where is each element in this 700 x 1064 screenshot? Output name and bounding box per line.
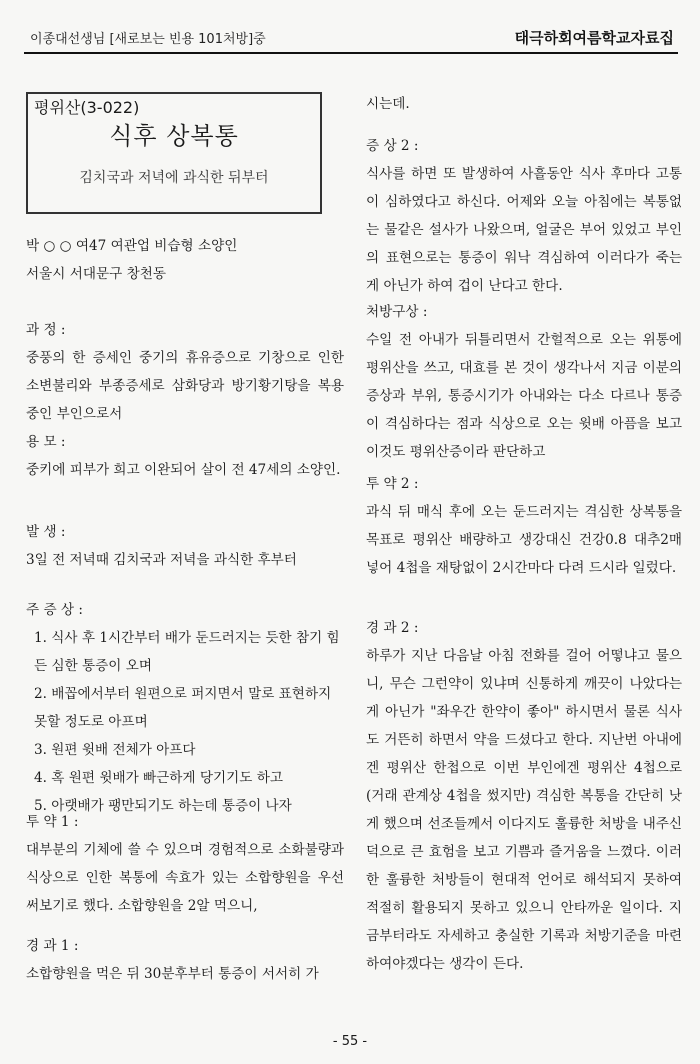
section-heading: 과 정 : [26, 322, 66, 338]
header-source: 이종대선생님 [새로보는 빈용 101처방]중 [30, 32, 266, 47]
section-heading: 경 과 1 : [26, 938, 79, 954]
section-text: 시는데. [366, 96, 410, 112]
case-subtitle: 김치국과 저녁에 과식한 뒤부터 [79, 170, 269, 186]
section-onset [26, 518, 344, 574]
case-title-box [26, 92, 322, 214]
section-text: 3일 전 저녁때 김치국과 저녁을 과식한 후부터 [26, 552, 297, 568]
section-appearance [26, 428, 344, 484]
section-course-1 [26, 932, 344, 988]
section-text: 식사를 하면 또 발생하여 사흘동안 식사 후마다 고통이 심하였다고 하신다. 어제와 오늘 아침에는 복통없는 물같은 설사가 나왔으며, 얼굴은 부어 있었고 부인의 표현으로는 통증이 워낙 격심하여 이러다가 죽는 게 아닌가 하여 겁이 난다고 한다. [366, 166, 682, 294]
patient-line-1: 박 ○ ○ 여47 여관업 비습형 소양인 [26, 238, 238, 254]
section-treatment-1 [26, 808, 344, 920]
section-heading: 발 생 : [26, 524, 66, 540]
section-text: 수일 전 아내가 뒤틀리면서 간헐적으로 오는 위통에 평위산을 쓰고, 대효를 본 것이 생각나서 지금 이분의 증상과 부위, 통증시기가 아내와는 다소 다르나 통증이 격심하다는 점과 식상으로 오는 윗배 아픔을 보고 이것도 평위산증이라 판단하고 [366, 332, 682, 460]
section-text: 중풍의 한 증세인 중기의 휴유증으로 기창으로 인한 소변불리와 부종증세로 삼화당과 방기황기탕을 복용중인 부인으로서 [26, 350, 344, 422]
section-heading: 경 과 2 : [366, 620, 419, 636]
section-heading: 투 약 1 : [26, 814, 79, 830]
section-text: 대부분의 기체에 쓸 수 있으며 경험적으로 소화불량과 식상으로 인한 복통에 속효가 있는 소합향원을 우선 써보기로 했다. 소합향원을 2알 먹으니, [26, 842, 344, 914]
patient-line-2: 서울시 서대문구 창천동 [26, 266, 166, 282]
section-symptoms-2 [366, 132, 682, 300]
case-title: 식후 상복통 [109, 122, 239, 150]
section-heading: 주 증 상 : [26, 602, 83, 618]
section-text: 하루가 지난 다음날 아침 전화를 걸어 어떻냐고 물으니, 무슨 그런약이 있냐며 신통하게 깨끗이 나았다는 게 아닌가 "좌우간 한약이 좋아" 하시면서 물론 식사도 거뜬히 하면서 약을 드셨다고 한다. 지난번 아내에겐 평위산 한첩으로 이번 부인에겐 평위산 4첩으로 (거래 관계상 4첩을 썼지만) 격심한 복통을 간단히 낫게 했으며 선조들께서 이다지도 훌륭한 처방을 내주신 덕으로 큰 효험을 보고 기쁨과 즐거움을 느꼈다. 이러한 훌륭한 처방들이 현대적 언어로 해석되지 못하여 적절히 활용되지 못하고 있으니 안타까운 일이다. 지금부터라도 자세하고 충실한 기록과 처방기준을 마련하여야겠다는 생각이 든다. [366, 648, 682, 972]
header-collection-title: 태극하회여름학교자료집 [514, 29, 674, 47]
section-treatment-2 [366, 470, 682, 582]
section-main-symptoms [26, 596, 344, 820]
prescription-tag: 평위산(3-022) [34, 98, 140, 117]
symptom-item: 1. 식사 후 1시간부터 배가 둔드러지는 듯한 참기 힘든 심한 통증이 오며 [34, 630, 340, 674]
page-number: - 55 - [332, 1034, 368, 1049]
section-process [26, 316, 344, 428]
section-heading: 투 약 2 : [366, 476, 419, 492]
symptom-item: 4. 혹 원편 윗배가 빠근하게 당기기도 하고 [34, 770, 283, 786]
section-prescription-plan [366, 298, 682, 466]
header-divider [24, 52, 678, 54]
section-heading: 증 상 2 : [366, 138, 419, 154]
section-heading: 용 모 : [26, 434, 66, 450]
symptom-item: 3. 원편 윗배 전체가 아프다 [34, 742, 196, 758]
section-text: 중키에 피부가 희고 이완되어 살이 전 47세의 소양인. [26, 462, 341, 478]
patient-info [26, 232, 344, 288]
section-text: 과식 뒤 매식 후에 오는 둔드러지는 격심한 상복통을 목표로 평위산 배량하고 생강대신 건강0.8 대추2매 넣어 4첩을 재탕없이 2시간마다 다려 드시라 일렀다. [366, 504, 682, 576]
section-course-2 [366, 614, 682, 978]
symptom-item: 5. 아랫배가 팽만되기도 하는데 통증이 나자 [34, 798, 292, 814]
section-heading: 처방구상 : [366, 304, 428, 320]
continued-text [366, 90, 682, 118]
symptom-item: 2. 배꼽에서부터 원편으로 퍼지면서 말로 표현하지 못할 정도로 아프며 [34, 686, 332, 730]
section-text: 소합향원을 먹은 뒤 30분후부터 통증이 서서히 가 [26, 966, 319, 982]
